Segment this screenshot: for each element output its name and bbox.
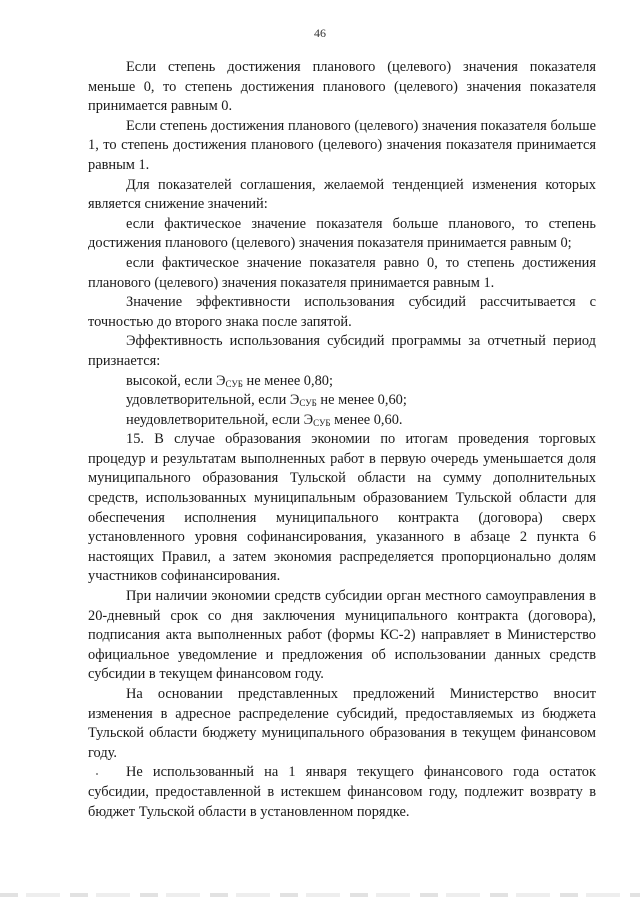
paragraph: Если степень достижения планового (целевого) значения показателя меньше 0, то степень достижения планового (целевого) значения показателя принимается равным 0. bbox=[88, 59, 596, 115]
document-body bbox=[88, 58, 596, 822]
rating-line: высокой, если $Э_{СУБ}$ не менее 0,80; bbox=[126, 372, 333, 389]
paragraph: Для показателей соглашения, желаемой тенденцией изменения которых является снижение значений: bbox=[88, 176, 596, 213]
paragraph: Если степень достижения планового (целевого) значения показателя больше 1, то степень достижения планового (целевого) значения показателя принимается равным 1. bbox=[88, 117, 596, 173]
paragraph: если фактическое значение показателя равно 0, то степень достижения планового (целевого) значения показателя принимается равным 1. bbox=[88, 254, 596, 291]
paragraph: При наличии экономии средств субсидии орган местного самоуправления в 20-дневный срок со дня заключения муниципального контракта (договора), подписания акта выполненных работ (формы КС-2) направляет в Министерство официальное уведомление и предложения об использовании данных средств субсидии в текущем финансовом году. bbox=[88, 588, 596, 683]
paragraph: 15. В случае образования экономии по итогам проведения торговых процедур и результатам выполненных работ в первую очередь уменьшается доля муниципального образования Тульской области на сумму дополнительных средств, использованных муниципальным образованием Тульской области для обеспечения исполнения муниципального контракта (договора) сверх установленного уровня софинансирования, указанного в абзаце 2 пункта 6 настоящих Правил, а затем экономия распределяется пропорционально долям участников софинансирования. bbox=[88, 431, 596, 585]
rating-line: неудовлетворительной, если $Э_{СУБ}$ менее 0,60. bbox=[126, 411, 403, 428]
paragraph: Не использованный на 1 января текущего финансового года остаток субсидии, предоставленной в истекшем финансовом году, подлежит возврату в бюджет Тульской области в установленном порядке. bbox=[88, 764, 596, 820]
page-number: 46 bbox=[314, 26, 326, 40]
scan-artifact bbox=[96, 773, 98, 775]
paragraph: Эффективность использования субсидий программы за отчетный период признается: bbox=[88, 333, 596, 369]
rating-line: удовлетворительной, если $Э_{СУБ}$ не менее 0,60; bbox=[126, 392, 407, 409]
paragraph: Значение эффективности использования субсидий рассчитывается с точностью до второго знака после запятой. bbox=[88, 294, 596, 330]
paragraph: если фактическое значение показателя больше планового, то степень достижения планового (целевого) значения показателя принимается равным 0; bbox=[88, 215, 596, 252]
paragraph: На основании представленных предложений Министерство вносит изменения в адресное распределение субсидий, предоставляемых из бюджета Тульской области бюджету муниципального образования в текущем финансовом году. bbox=[88, 686, 596, 761]
scan-edge-artifact bbox=[0, 893, 640, 897]
